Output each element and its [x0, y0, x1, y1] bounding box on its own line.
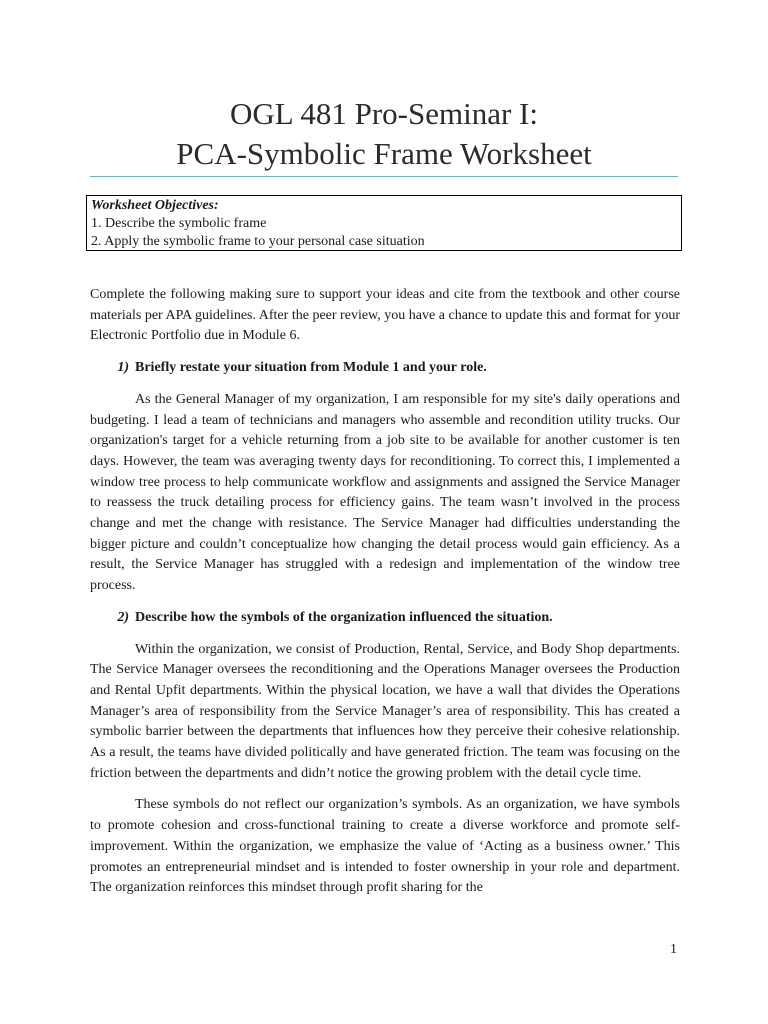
answer-2-paragraph-1: Within the organization, we consist of Production, Rental, Service, and Body Shop departments. The Service Manager oversees the reconditioning and the Operations Manager oversees the Production and Rental Upfit departments. Within the physical location, we have a wall that divides the Operations Manager’s area of responsibility from the Service Manager’s area of responsibility. This has created a symbolic barrier between the departments that influences how they perceive their cohesive relationship. As a result, the teams have divided politically and have generated friction. The team was focusing on the friction between the departments and didn’t notice the growing problem with the detail cycle time. — [90, 641, 680, 781]
question-1-number: 1) — [117, 360, 129, 376]
title-line-2: PCA-Symbolic Frame Worksheet — [176, 136, 592, 171]
question-2-number: 2) — [117, 609, 129, 625]
title-divider — [90, 176, 678, 177]
document-title — [0, 94, 768, 174]
question-2-text: Describe how the symbols of the organization influenced the situation. — [135, 609, 553, 625]
intro-paragraph: Complete the following making sure to support your ideas and cite from the textbook and other course materials per APA guidelines. After the peer review, you have a chance to update this and format for your Electronic Portfolio due in Module 6. — [90, 287, 680, 344]
answer-2-paragraph-2: These symbols do not reflect our organization’s symbols. As an organization, we have symbols to promote cohesion and cross-functional training to create a diverse workforce and promote self-improvement. Within the organization, we emphasize the value of ‘Acting as a business owner.’ This promotes an entrepreneurial mindset and is intended to foster ownership in your role and department. The organization reinforces this mindset through profit sharing for the — [90, 797, 680, 896]
question-2 — [90, 608, 680, 629]
question-1-text: Briefly restate your situation from Module 1 and your role. — [135, 360, 487, 376]
question-1 — [90, 358, 680, 379]
objectives-heading: Worksheet Objectives: — [91, 198, 219, 213]
objective-item-2: 2. Apply the symbolic frame to your personal case situation — [91, 234, 425, 249]
objective-item-1: 1. Describe the symbolic frame — [91, 216, 267, 231]
document-body — [90, 285, 680, 910]
objectives-box — [86, 195, 682, 251]
title-line-1: OGL 481 Pro-Seminar I: — [230, 96, 538, 131]
answer-1-paragraph-1: As the General Manager of my organization, I am responsible for my site's daily operations and budgeting. I lead a team of technicians and managers who assemble and recondition utility trucks. Our organization's target for a vehicle returning from a job site to be available for another customer is ten days. However, the team was averaging twenty days for reconditioning. To correct this, I implemented a window tree process to help communicate workflow and assignments and assigned the Service Manager to reassess the truck detailing process for efficiency gains. The team wasn’t involved in the process change and met the change with resistance. The Service Manager had difficulties understanding the bigger picture and couldn’t conceptualize how changing the detail process would gain efficiency. As a result, the Service Manager has struggled with a redesign and implementation of the window tree process. — [90, 391, 680, 594]
page-number: 1 — [670, 942, 677, 957]
